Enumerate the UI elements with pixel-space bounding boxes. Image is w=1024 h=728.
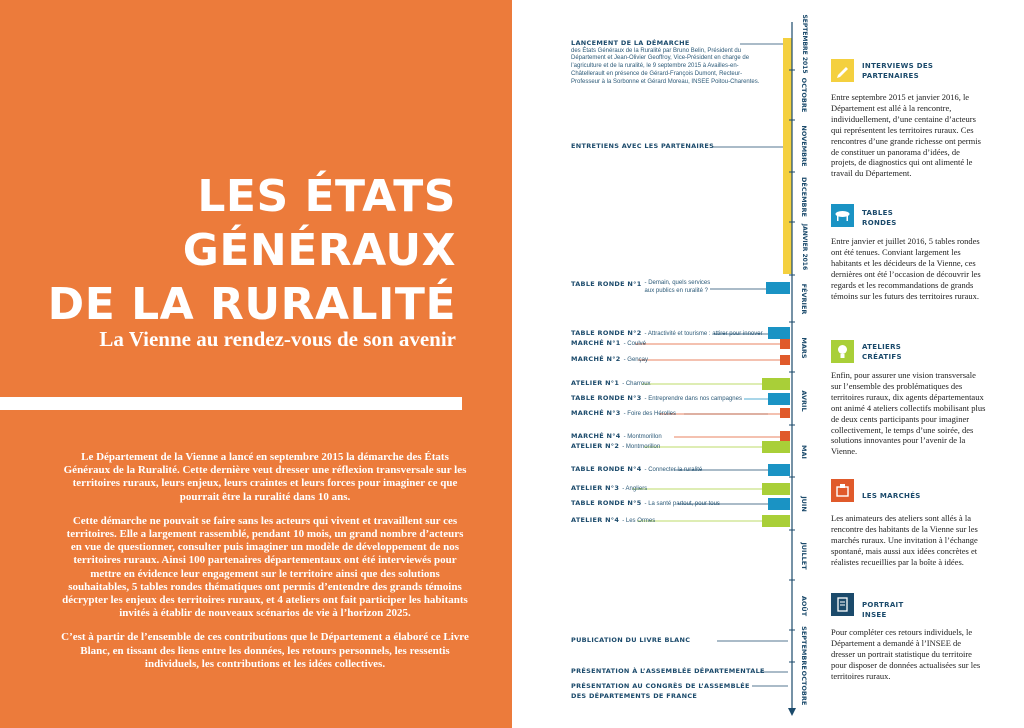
intro-paragraph-3: C’est à partir de l’ensemble de ces contributions que le Département a élaboré ce Livre Blanc, en tissant des liens entre les données, les retours personnels, les ressentis individuels, les contributions et les idées collectives. [61, 631, 469, 670]
timeline-event: TABLE RONDE N°3 - Entreprendre dans nos campagnes [571, 394, 742, 402]
pencil-icon [831, 59, 854, 82]
round-table-icon [831, 204, 854, 227]
timeline-event: MARCHÉ N°1 - Coulvé [571, 339, 646, 347]
event-blocks [762, 282, 790, 527]
document-icon [831, 593, 854, 616]
month-label: SEPTEMBRE 2015 [801, 14, 808, 74]
month-label: MAI [800, 445, 808, 459]
launch-event [571, 40, 761, 86]
month-label: NOVEMBRE [800, 125, 808, 167]
month-label: OCTOBRE [800, 670, 808, 706]
interviews-period-bar [783, 38, 792, 274]
timeline-event: TABLE RONDE N°5 - La santé partout, pour tous [571, 499, 720, 507]
month-label: AVRIL [800, 390, 808, 412]
launch-text: des États Généraux de la Ruralité par Bruno Belin, Président du Département et Jean-Olivier Geoffroy, Vice-Président en charge de l’agriculture et de la ruralité, le 9 septembre 2015 à Availles-en-Châtellerault en présence de Gérard-François Dumont, Recteur-Professeur à la Sorbonne et Gérard Moreau, INSEE Poitou-Charentes. [571, 47, 760, 85]
timeline-event: DES DÉPARTEMENTS DE FRANCE [571, 692, 698, 700]
timeline-event: PRÉSENTATION À L’ASSEMBLÉE DÉPARTEMENTALE [571, 667, 765, 675]
timeline-event: MARCHÉ N°3 - Foire des Hérolles [571, 409, 676, 417]
month-label: AOÛT [800, 595, 808, 617]
title-line-1: LES ÉTATS [197, 171, 456, 222]
section-title-marches: LES MARCHÉS [862, 492, 921, 500]
title-line-3: DE LA RURALITÉ [47, 279, 456, 330]
market-connectors [635, 344, 780, 437]
month-label: JANVIER 2016 [801, 223, 808, 271]
timeline-event: ATELIER N°1 - Charroux [571, 379, 651, 387]
timeline-event: MARCHÉ N°4 - Montmorillon [571, 432, 662, 440]
timeline-connectors [674, 44, 788, 686]
month-label: JUILLET [800, 542, 808, 570]
launch-title: LANCEMENT DE LA DÉMARCHE [571, 39, 690, 47]
intro-text [60, 451, 470, 682]
timeline-event: TABLE RONDE N°4 - Connecter la ruralité [571, 465, 703, 473]
month-label: DÉCEMBRE [800, 177, 808, 217]
timeline-event: ENTRETIENS AVEC LES PARTENAIRES [571, 142, 715, 150]
title-line-2: GÉNÉRAUX [182, 225, 456, 276]
lightbulb-icon [831, 340, 854, 363]
section-text-interviews: Entre septembre 2015 et janvier 2016, le Département est allé à la rencontre, individuellement, d’une centaine d’acteurs qui représentent les territoires ruraux. Ces rencontres d’une grande richesse ont permis de constituer un panorama d’idées, de projets, de diagnostics qui ont alimenté le travail du Département. [831, 92, 981, 179]
intro-paragraph-1: Le Département de la Vienne a lancé en septembre 2015 la démarche des États Généraux de la Ruralité. Cette dernière veut dresser une réflexion transversale sur les territoires ruraux, leurs enjeux, leurs craintes et leurs forces pour imaginer ce que pourrait être la ruralité dans 10 ans. [63, 451, 467, 503]
timeline-event: TABLE RONDE N°2 - Attractivité et tourisme : attirer pour innover [571, 329, 763, 337]
timeline-event: ATELIER N°2 - Montmorillon [571, 442, 661, 450]
section-text-portrait: Pour compléter ces retours individuels, le Département a demandé à l’INSEE de dresser un portrait statistique du territoire pour disposer de données actualisées sur les territoires ruraux. [831, 627, 981, 681]
month-label: FÉVRIER [800, 283, 808, 315]
month-label: MARS [800, 337, 808, 359]
month-label: OCTOBRE [800, 77, 808, 113]
timeline-event: ATELIER N°3 - Angliers [571, 484, 648, 492]
timeline-arrow-icon [788, 708, 796, 716]
section-title-portrait: PORTRAIT INSEE [862, 601, 904, 619]
ballot-box-icon [831, 479, 854, 502]
timeline-event: MARCHÉ N°2 - Gençay [571, 355, 648, 363]
timeline-event: PUBLICATION DU LIVRE BLANC [571, 636, 691, 644]
main-title [0, 170, 456, 332]
intro-paragraph-2: Cette démarche ne pouvait se faire sans les acteurs qui vivent et travaillent sur ces territoires. Elle a largement rassemblé, pendant 10 mois, un grand nombre d’acteurs en vue de questionner, consulter puis imaginer un modèle de développement de nos territoires ruraux. Ainsi 100 partenaires départementaux ont été interviewés pour mettre en évidence leur engagement sur le territoire ainsi que des solutions souhaitables, 5 tables rondes thématiques ont permis d’entendre des grands témoins décrypter les enjeux des territoires ruraux, et 4 ateliers ont fait participer les habitants invités à établir de nouveaux scénarios de vie à l’horizon 2025. [62, 514, 468, 620]
section-text-ateliers: Enfin, pour assurer une vision transversale sur l’ensemble des problématiques des territoires ruraux, dix agents départementaux ont animé 4 ateliers collectifs mobilisant plus de deux cents participants pour imaginer collectivement, le temps d’une soirée, des solutions innovantes pour l’avenir de la Vienne. [831, 370, 986, 457]
timeline-event: PRÉSENTATION AU CONGRÈS DE L’ASSEMBLÉE [571, 682, 750, 690]
section-title-tables: TABLES RONDES [862, 209, 897, 227]
subtitle: La Vienne au rendez-vous de son avenir [99, 327, 456, 351]
section-text-tables: Entre janvier et juillet 2016, 5 tables rondes ont été tenues. Conviant largement les habitants et les décideurs de la Vienne, ces dernières ont été l’occasion de découvrir les regards et les recommandations de grands témoins sur les futurs des territoires ruraux. [831, 236, 981, 301]
month-label: SEPTEMBRE [800, 626, 808, 670]
timeline-event: ATELIER N°4 - Les Ormes [571, 516, 656, 524]
white-divider-band [0, 397, 462, 410]
section-title-ateliers: ATELIERS CRÉATIFS [862, 343, 902, 361]
section-title-interviews: INTERVIEWS DES PARTENAIRES [862, 62, 934, 80]
section-text-marches: Les animateurs des ateliers sont allés à la rencontre des habitants de la Vienne sur les marchés ruraux. Une invitation à l’échange spontané, mais aussi aux idées concrètes et réalistes recueillies par la boîte à idées. [831, 513, 978, 567]
timeline-event-table-ronde-1: $^{TABLE RONDE N^\circ 1}$ - Demain, quels services aux publics en ruralité ? [571, 280, 711, 294]
month-label: JUIN [800, 496, 808, 512]
